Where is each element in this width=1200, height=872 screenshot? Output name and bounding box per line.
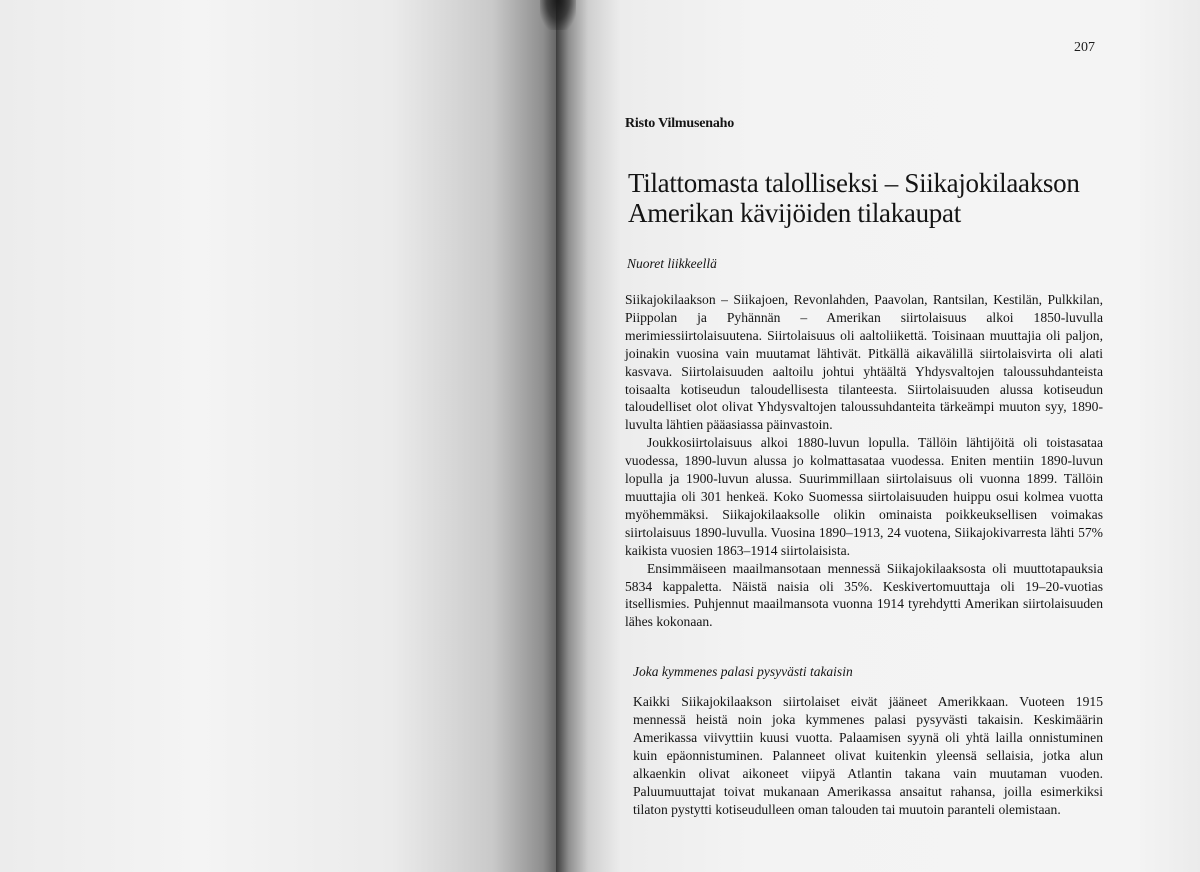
article: [625, 116, 1103, 819]
show-through-left: [180, 278, 187, 308]
paragraph: Joukkosiirtolaisuus alkoi 1880-luvun lopulla. Tällöin lähtijöitä oli toistasataa vuodessa, 1890-luvun alussa jo kolmattasataa vuodessa. Eniten mentiin 1890-luvun lopulla ja 1900-luvun alussa. Suurimmillaan siirtolaisuus oli vuonna 1899. Tällöin muuttajia oli 301 henkeä. Koko Suomessa siirtolaisuuden huippu osui kolmea vuotta myöhemmäksi. Siikajokilaaksolle olikin ominaista poikkeuksellisen voimakas siirtolaisuus 1890-luvulla. Vuosina 1890–1913, 24 vuotena, Siikajokivarresta lähti 57% kaikista vuosien 1863–1914 siirtolaisista.: [625, 435, 1103, 558]
paragraph: Kaikki Siikajokilaakson siirtolaiset eivät jääneet Amerikkaan. Vuoteen 1915 mennessä heistä noin joka kymmenes palasi pysyvästi takaisin. Keskimäärin Amerikassa viivyttiin kuusi vuotta. Palaamisen syynä oli yhtä lailla onnistuminen kuin epäonnistuminen. Palanneet olivat kuitenkin yleensä sellaisia, jotka alun alkaenkin olivat aikoneet viipyä Atlantin takana vain muutaman vuoden. Paluumuuttajat toivat mukanaan Amerikassa ansaitut rahansa, joilla esimerkiksi tilaton pystytti kotiseudulleen oman talouden tai muutoin paranteli olemistaan.: [633, 694, 1103, 817]
title-line: Tilattomasta talolliseksi – Siikajokilaakson: [628, 168, 1080, 198]
title-line: Amerikan kävijöiden tilakaupat: [628, 198, 961, 228]
author-name: Risto Vilmusenaho: [625, 116, 735, 131]
section-paluumuutto: [625, 664, 1103, 818]
paragraph: Siikajokilaakson – Siikajoen, Revonlahden, Paavolan, Rantsilan, Kestilän, Pulkkilan, Piippolan ja Pyhännän – Amerikan siirtolaisuus alkoi 1850-luvulla merimiessiirtolaisuutena. Siirtolaisuus oli aaltoliikettä. Toisinaan muuttajia oli paljon, joinakin vuosina vain muutamat lähtivät. Pitkällä aikavälillä siirtolaisvirta oli alati kasvava. Siirtolaisuuden aaltoilu johtui yhtäältä Yhdysvaltojen taloussuhdanteista toisaalta kotiseudun taloudellisesta tilanteesta. Siirtolaisuuden alussa kotiseudun taloudelliset olot olivat Yhdysvaltojen taloussuhdanteita tärkeämpi muuton syy, 1890-luvulta lähtien pääasiassa päinvastoin.: [625, 292, 1103, 433]
section-heading: Nuoret liikkeellä: [627, 256, 717, 271]
section-nuoret: [625, 256, 1103, 631]
left-page: [0, 0, 560, 872]
gutter-shadow: [540, 0, 576, 30]
section-heading: Joka kymmenes palasi pysyvästi takaisin: [633, 664, 853, 680]
article-title: [628, 168, 1103, 228]
paragraph: Ensimmäiseen maailmansotaan mennessä Siikajokilaaksosta oli muuttotapauksia 5834 kappaletta. Näistä naisia oli 35%. Keskivertomuuttaja oli 19–20-vuotias itsellismies. Puhjennut maailmansota vuonna 1914 tyrehdytti Amerikan siirtolaisuuden lähes kokonaan.: [625, 560, 1103, 630]
page-number: 207: [1074, 40, 1095, 55]
